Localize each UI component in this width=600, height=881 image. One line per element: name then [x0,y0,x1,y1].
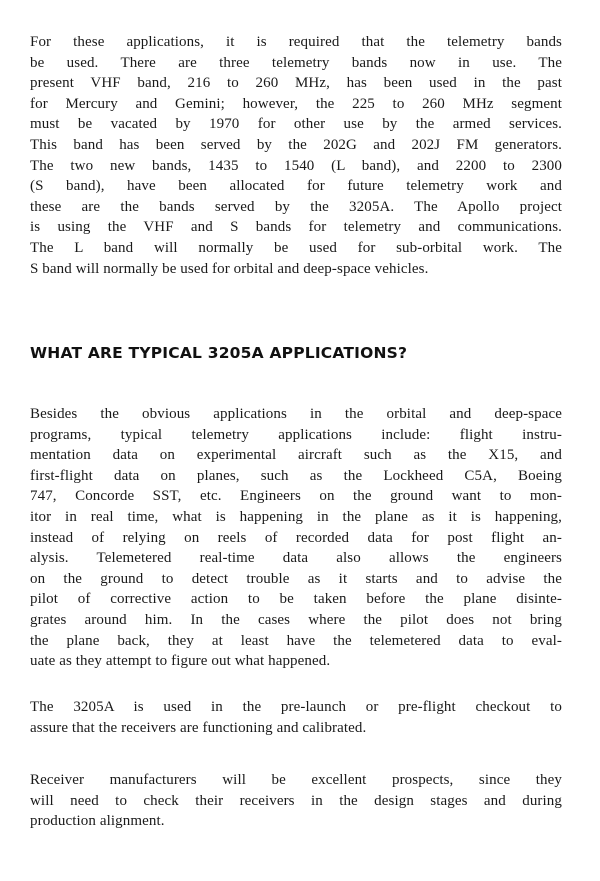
text-line: present VHF band, 216 to 260 MHz, has been used in the past [30,75,562,92]
text-line: 747, Concorde SST, etc. Engineers on the ground want to mon- [30,488,562,505]
text-line: The 3205A is used in the pre-launch or pre-flight checkout to [30,699,562,715]
text-line: (S band), have been allocated for future telemetry work and [30,178,562,195]
paragraph-body [30,770,562,832]
text-line: is using the VHF and S bands for telemetry and communications. [30,219,562,236]
text-line: pilot of corrective action to be taken before the plane disinte- [30,591,562,608]
paragraph-body [30,697,562,738]
paragraph-applications [30,404,562,672]
paragraph-receiver-manufacturers [30,770,562,832]
text-line: S band will normally be used for orbital and deep-space vehicles. [30,260,429,277]
text-line: Besides the obvious applications in the orbital and deep-space [30,406,562,422]
text-line: The two new bands, 1435 to 1540 (L band), and 2200 to 2300 [30,157,562,174]
text-line: the plane back, they at least have the telemetered data to eval- [30,632,562,649]
text-line: The L band will normally be used for sub-orbital work. The [30,239,562,256]
text-line: will need to check their receivers in the design stages and during [30,792,562,809]
text-line: for Mercury and Gemini; however, the 225 to 260 MHz segment [30,95,562,112]
text-line: on the ground to detect trouble as it starts and to advise the [30,570,562,587]
section-heading: WHAT ARE TYPICAL 3205A APPLICATIONS? [30,344,408,362]
text-line: these are the bands served by the 3205A. The Apollo project [30,198,562,215]
paragraph-body [30,32,562,279]
paragraph-checkout [30,697,562,738]
text-line: first-flight data on planes, such as the Lockheed C5A, Boeing [30,467,562,484]
text-line: production alignment. [30,813,165,830]
text-line: must be vacated by 1970 for other use by the armed services. [30,116,562,133]
text-line: For these applications, it is required that the telemetry bands [30,34,562,50]
text-line: uate as they attempt to figure out what happened. [30,653,331,670]
text-line: be used. There are three telemetry bands now in use. The [30,54,562,71]
text-line: grates around him. In the cases where the pilot does not bring [30,611,562,628]
text-line: assure that the receivers are functioning and calibrated. [30,719,367,736]
text-line: itor in real time, what is happening in the plane as it is happening, [30,508,562,525]
text-line: mentation data on experimental aircraft such as the X15, and [30,447,562,464]
text-line: This band has been served by the 202G and 202J FM generators. [30,136,562,153]
paragraph-telemetry-bands [30,32,562,279]
text-line: programs, typical telemetry applications include: flight instru- [30,426,562,443]
text-line: instead of relying on reels of recorded data for post flight an- [30,529,562,546]
paragraph-body [30,404,562,672]
text-line: Receiver manufacturers will be excellent prospects, since they [30,772,562,788]
text-line: alysis. Telemetered real-time data also allows the engineers [30,550,562,567]
